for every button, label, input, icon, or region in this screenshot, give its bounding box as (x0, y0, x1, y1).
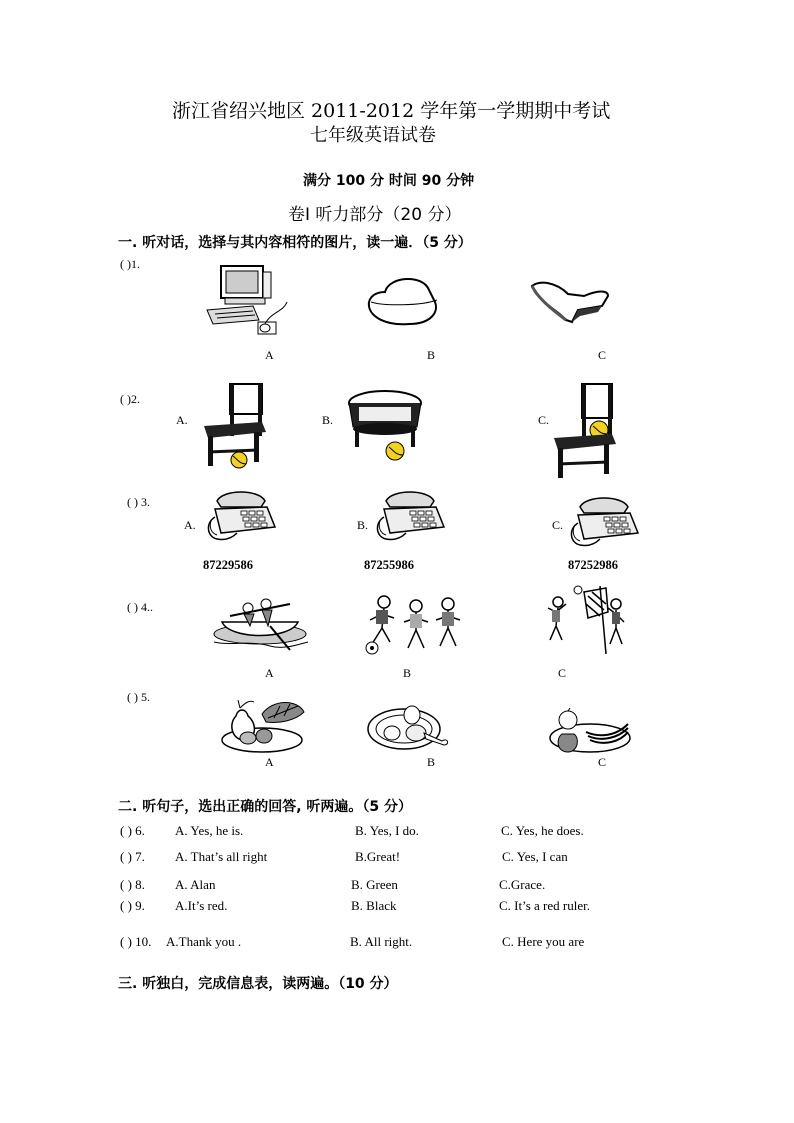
table-ball-under-icon[interactable] (345, 387, 425, 465)
q4-option-c: C (558, 666, 567, 680)
q4-option-a: A (265, 666, 274, 680)
q3-bracket[interactable]: ( ) 3. (127, 495, 150, 509)
q9-option-b[interactable]: B. Black (351, 898, 397, 913)
q5-option-b: B (427, 755, 436, 769)
q6-option-c[interactable]: C. Yes, he does. (501, 823, 584, 838)
q9-option-c[interactable]: C. It’s a red ruler. (499, 898, 590, 913)
q7-option-c[interactable]: C. Yes, I can (502, 849, 568, 864)
q3-phone-number-b: 87255986 (364, 558, 414, 572)
volume-heading: 卷Ⅰ 听力部分（20 分） (288, 205, 462, 225)
hat-icon[interactable] (365, 272, 443, 330)
q3-option-c: C. (552, 518, 564, 532)
q7-bracket[interactable]: ( ) 7. (120, 849, 145, 864)
q2-option-a: A. (176, 413, 188, 427)
telephone-icon[interactable] (372, 487, 448, 547)
telephone-icon[interactable] (566, 493, 642, 553)
q1-option-a: A (265, 348, 274, 362)
shoe-icon[interactable] (528, 276, 612, 326)
q2-option-c: C. (538, 413, 550, 427)
chair-ball-on-icon[interactable] (552, 382, 622, 480)
football-icon[interactable] (364, 592, 468, 658)
section3-heading: 三. 听独白，完成信息表，读两遍。（10 分） (118, 976, 398, 992)
q8-bracket[interactable]: ( ) 8. (120, 877, 145, 892)
computer-icon[interactable] (203, 262, 293, 337)
q10-bracket[interactable]: ( ) 10. (120, 934, 152, 949)
q7-option-b[interactable]: B.Great! (355, 849, 401, 864)
q1-option-b: B (427, 348, 436, 362)
volleyball-icon[interactable] (544, 582, 628, 660)
section1-heading: 一. 听对话，选择与其内容相符的图片，读一遍．（5 分） (118, 235, 472, 251)
q5-option-c: C (598, 755, 607, 769)
q4-option-b: B (403, 666, 412, 680)
q9-option-a[interactable]: A.It’s red. (175, 898, 228, 913)
fruit-vegetable-icon[interactable] (218, 694, 308, 756)
q10-option-c[interactable]: C. Here you are (502, 934, 585, 949)
q2-option-b: B. (322, 413, 334, 427)
q4-bracket[interactable]: ( ) 4.. (127, 600, 153, 614)
q6-option-b[interactable]: B. Yes, I do. (355, 823, 419, 838)
chair-ball-under-icon[interactable] (202, 382, 272, 472)
q6-option-a[interactable]: A. Yes, he is. (175, 823, 244, 838)
q9-bracket[interactable]: ( ) 9. (120, 898, 145, 913)
q10-option-b[interactable]: B. All right. (350, 934, 413, 949)
q5-bracket[interactable]: ( ) 5. (127, 690, 150, 704)
q3-phone-number-c: 87252986 (568, 558, 618, 572)
q6-bracket[interactable]: ( ) 6. (120, 823, 145, 838)
q3-phone-number-a: 87229586 (203, 558, 253, 572)
score-time: 满分 100 分 时间 90 分钟 (303, 173, 475, 189)
section2-heading: 二. 听句子，选出正确的回答, 听两遍。（5 分） (118, 799, 412, 815)
q8-option-a[interactable]: A. Alan (175, 877, 216, 892)
q1-bracket[interactable]: ( )1. (120, 257, 140, 271)
fruit-plate-icon[interactable] (546, 708, 632, 758)
q3-option-b: B. (357, 518, 369, 532)
q8-option-b[interactable]: B. Green (351, 877, 398, 892)
q2-bracket[interactable]: ( )2. (120, 392, 140, 406)
telephone-icon[interactable] (203, 487, 279, 547)
q1-option-c: C (598, 348, 607, 362)
q10-option-a[interactable]: A.Thank you . (166, 934, 242, 949)
q5-option-a: A (265, 755, 274, 769)
q3-option-a: A. (184, 518, 196, 532)
q8-option-c[interactable]: C.Grace. (499, 877, 546, 892)
egg-chicken-icon[interactable] (364, 701, 452, 753)
q7-option-a[interactable]: A. That’s all right (175, 849, 268, 864)
exam-title: 浙江省绍兴地区 2011-2012 学年第一学期期中考试 (172, 100, 611, 122)
boating-icon[interactable] (210, 596, 310, 654)
exam-subtitle: 七年级英语试卷 (310, 125, 436, 146)
